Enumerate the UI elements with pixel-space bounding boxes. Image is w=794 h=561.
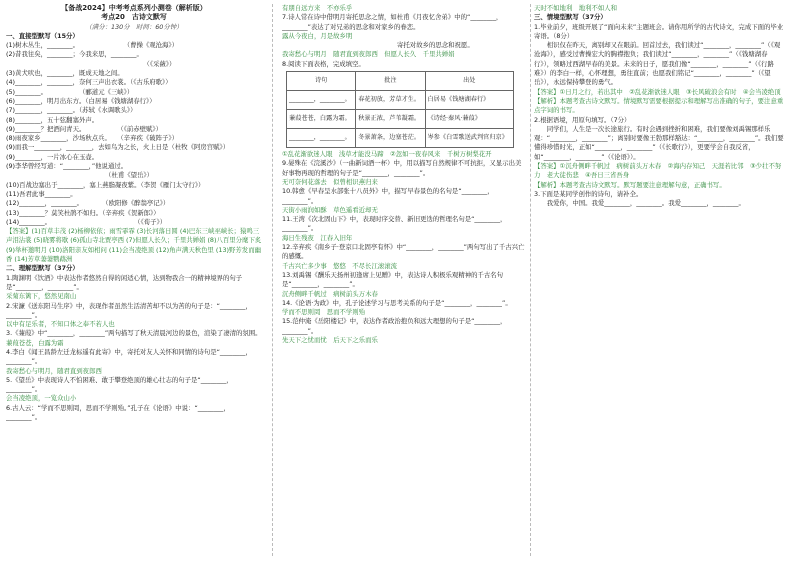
answer-text: 我寄愁心与明月 随君直到夜郎西 但愿人长久 千里共婵娟 bbox=[282, 50, 455, 59]
paragraph: (8)雨夜家乡________，沙场秋点兵。 （辛弃疾《破阵子》） bbox=[6, 134, 178, 143]
paragraph: 10.韩愈《早春呈水部张十八员外》中，描写早春景色的名句是“________，________”。 bbox=[282, 187, 494, 205]
paragraph: 1.毕业前夕，班级开展了“面向未来”主题班会。请你用所学的古代诗文，完成下面的毕业寄语。（8分） bbox=[534, 22, 784, 40]
paragraph: 14.《论语·为政》中，孔子论述学习与思考关系的句子是“________，________”。 bbox=[282, 298, 512, 307]
paragraph: 同学们，人生是一次长途旅行。有时会遇到挫折和困难，我们要像刘禹锡那样乐观：“________，________”；离别时要像王勃那样豁达：“________，________”。我们要懂得珍惜时光，正如“________，________”（《长歌行》），更要学会自我反省，如“________，________”（《论语》）。 bbox=[534, 124, 784, 161]
table-cell: ________，________。 bbox=[287, 91, 356, 110]
paragraph: (11)吾君此事________。 bbox=[6, 189, 77, 198]
paragraph: (9)李华曾经写道：“________，”他说通过。 bbox=[6, 162, 128, 171]
paragraph: (6)________，明月出东方。（白居易《钱塘湖春行》） bbox=[6, 96, 156, 105]
table-header-row bbox=[287, 72, 514, 91]
answer-text: 学而不思则罔 思而不学则殆 bbox=[282, 308, 366, 317]
section-heading: 二、理解型默写（37分） bbox=[6, 264, 79, 273]
table-cell: 冬景萧条，边塞苍茫。 bbox=[356, 129, 425, 148]
table-cell: 秋景正浓，芦苇凝霜。 bbox=[356, 110, 425, 129]
paragraph: 3.《蒹葭》中“________，________”两句描写了秋天清晨河边的景色，渲染了凄清的氛围。 bbox=[6, 329, 262, 338]
answer-text: 【答案】①日月之行，若出其中 ②乱花渐欲迷人眼 ③长风破浪会有时 ④会当凌绝顶 bbox=[534, 87, 781, 96]
paragraph: 3.下面是某同学创作的诗句，请补全。 bbox=[534, 189, 643, 198]
paragraph: 1.陶渊明《饮酒》中表达作者悠然自得的闲适心情，达到物我合一的精神境界的句子是“________，________”。 bbox=[6, 273, 243, 291]
table-row bbox=[287, 91, 514, 110]
answer-text: 无可奈何花落去 似曾相识燕归来 bbox=[282, 177, 378, 186]
table-header-cell: 批注 bbox=[356, 72, 425, 91]
paragraph: (12)________，________。 （欧阳修《醉翁亭记》） bbox=[6, 199, 170, 208]
paragraph: 4.李白《闻王昌龄左迁龙标遥有此寄》中，寄托对友人关怀和同情的诗句是“________，________”。 bbox=[6, 347, 252, 366]
paragraph: 8.阅读下面表格，完成填空。 bbox=[282, 59, 365, 68]
paragraph: 我爱你，中国。我爱________，________。我爱________，________。 bbox=[534, 199, 745, 208]
answer-text: 【解析】本题考查古诗文默写。默写题要注意理解句意，正确书写。 bbox=[534, 180, 726, 189]
table-cell: ________，________。 bbox=[287, 129, 356, 148]
answer-text: 海日生残夜 江春入旧年 bbox=[282, 233, 353, 242]
paragraph: 相识仅在昨天，离别却又在眼前。回首过去，我们读过“________，________”（《观沧海》），感受过曹操宏大的胸襟抱负；我们读过“________，________”（《钱塘湖春行》），领略过西湖早春的美景。未来的日子，愿我们像“________，________”（《行路难》）的李白一样，心怀理想，勇往直前；也愿我们铭记“________，________”（《望岳》），永远保持攀登的勇气。 bbox=[534, 41, 781, 87]
answer-text: 千古兴亡多少事 悠悠 不尽长江滚滚流 bbox=[282, 261, 398, 270]
paragraph: (14)________。 （《荀子》） bbox=[6, 217, 167, 226]
paragraph: 7.诗人常在诗中借明月寄托思念之情，如杜甫《月夜忆舍弟》中的“________，________”表达了对兄弟的思念和对家乡的眷恋。 bbox=[282, 13, 503, 31]
answer-text: 采菊东篱下，悠然见南山 bbox=[6, 292, 77, 301]
answer-text: 沉舟侧畔千帆过 病树前头万木春 bbox=[282, 289, 378, 298]
paragraph: (7)________，________。（苏轼《水调歌头》） bbox=[6, 106, 137, 115]
paragraph: (5)________。 （郦道元《三峡》） bbox=[6, 87, 134, 96]
paragraph: (9)________，一片冰心在玉壶。 bbox=[6, 152, 99, 161]
table-cell: 春花初放，芳草才生。 bbox=[356, 91, 425, 110]
paragraph: 考点20 古诗文默写 bbox=[101, 13, 167, 22]
answer-text: 露从今夜白，月是故乡明 bbox=[282, 31, 353, 40]
paragraph: 11.王湾《次北固山下》中，表现时序交替、新旧更迭的哲理名句是“________，________”。 bbox=[282, 215, 507, 233]
answer-text: 天时不如地利 地利不如人和 bbox=[534, 4, 618, 12]
middle-top-text bbox=[282, 4, 526, 69]
paragraph: 寄托对故乡的思念和祝愿。 bbox=[282, 41, 474, 50]
paragraph: 12.辛弃疾《南乡子·登京口北固亭有怀》中“________，________”两句写出了千古兴亡的感慨。 bbox=[282, 243, 525, 261]
paragraph: （满分：130分 时间：60分钟） bbox=[85, 22, 183, 31]
answer-text: 会当凌绝顶，一览众山小 bbox=[6, 394, 77, 403]
table-row bbox=[287, 129, 514, 148]
paragraph: 5.《望岳》中表现诗人不怕困难、敢于攀登绝顶的雄心壮志的句子是“________，________”。 bbox=[6, 375, 233, 394]
paragraph: (8)________，五十弦翻塞外声。 bbox=[6, 115, 99, 124]
paragraph: (10)百战边塞出于________，塞上燕脂凝夜紫。（李贺《雁门太守行》） bbox=[6, 180, 205, 189]
answer-text: 【解析】本题考查古诗文默写。情境默写需要根据提示和理解写出准确的句子，要注意重点字词的书写。 bbox=[534, 96, 784, 115]
table-cell: 白居易《钱塘湖春行》 bbox=[425, 91, 514, 110]
table-header-cell: 诗句 bbox=[287, 72, 356, 91]
paragraph: 【备战2024】中考考点系列小测卷（解析版） bbox=[61, 4, 207, 12]
paragraph: 15.范仲淹《岳阳楼记》中，表达作者政治抱负和远大理想的句子是“________，________”。 bbox=[282, 317, 507, 335]
column-divider bbox=[272, 4, 273, 556]
paragraph: 13.刘禹锡《酬乐天扬州初逢席上见赠》中，表达诗人积极乐观精神的千古名句是“________，________”。 bbox=[282, 270, 504, 289]
paragraph: 6.古人云：“学而不思则罔，思而不学则殆。”孔子在《论语》中说：“________，________”。 bbox=[6, 403, 230, 422]
table-cell: 《诗经·秦风·蒹葭》 bbox=[425, 110, 514, 129]
paragraph: (13)________？莫笑杜鹃不如归。（辛弃疾《贺新郎》） bbox=[6, 208, 160, 217]
paragraph: (3)黄犬吠也，________，既成天地之间。 bbox=[6, 69, 124, 78]
answer-text: 天街小雨润如酥 草色遥看近却无 bbox=[282, 205, 378, 214]
paragraph: (4)________，________，奈何三声出衣裳。（《古乐府歌》） bbox=[6, 78, 172, 87]
answer-text: 先天下之忧而忧 后天下之乐而乐 bbox=[282, 336, 378, 345]
paragraph: (1)树木丛生，________。 （曹操《观沧海》） bbox=[6, 41, 178, 50]
column-right bbox=[534, 4, 786, 556]
column-divider bbox=[530, 4, 531, 556]
answer-text: ①乱花渐欲迷人眼 浅草才能没马蹄 ②忽如一夜春风来 千树万树梨花开 bbox=[282, 150, 492, 159]
paragraph: 9.晏殊在《浣溪沙》（一曲新词酒一杯）中，用以描写自然规律不可抗拒，又显示出美好事物再现的哲理的句子是“________，________”。 bbox=[282, 159, 522, 177]
poem-table bbox=[286, 71, 514, 148]
answer-text: 有朋自远方来 不亦乐乎 bbox=[282, 4, 353, 12]
column-left bbox=[6, 4, 262, 556]
answer-text: 【答案】(1)百草丰茂 (2)杨柳依依；雨雪霏霏 (3)长河落日圆 (4)巴东三峡巫峡长；猿鸣三声泪沾裳 (5)晓雾将歇 (6)孤山寺北贾亭西 (7)但愿人长久；千里共婵娟 (8)八百里分麾下炙 (9)举杯邀明月 (10)洛阳亲友如相问 (11)会当凌绝顶 (12)角声满天秋色里 (13)野芳发而幽香 (14)芳草萋萋鹦鹉洲 bbox=[6, 227, 262, 264]
paragraph: （《采薇》） bbox=[6, 59, 176, 68]
paragraph: （杜甫《望岳》） bbox=[6, 171, 153, 180]
column-middle bbox=[282, 4, 526, 556]
answer-text: 蒹葭苍苍，白露为霜 bbox=[6, 338, 64, 347]
paragraph: (2)昔我往矣，________；今我来思，________。 bbox=[6, 50, 143, 59]
answer-text: 我寄愁心与明月，随君直到夜郎西 bbox=[6, 366, 102, 375]
paragraph: (9)________？把酒问青天。 （《前赤壁赋》） bbox=[6, 124, 163, 133]
table-cell: 蒹葭苍苍，白露为霜。 bbox=[287, 110, 356, 129]
paragraph: (9)而我一________，________，去如鸟为之长，火上日是（杜牧《阿房宫赋》） bbox=[6, 143, 230, 152]
table-row bbox=[287, 110, 514, 129]
answer-text: 【答案】①沉舟侧畔千帆过 病树前头万木春 ②海内存知己 天涯若比邻 ③少壮不努力 老大徒伤悲 ④吾日三省吾身 bbox=[534, 162, 782, 180]
table-header-cell: 出处 bbox=[425, 72, 514, 91]
answer-text: 以中有足乐者，不知口体之奉不若人也 bbox=[6, 320, 115, 329]
middle-bottom-text bbox=[282, 150, 526, 345]
paragraph: 2.根据语境，用原句填写。（7分） bbox=[534, 115, 631, 124]
section-heading: 一、直接型默写（15分） bbox=[6, 31, 79, 40]
paragraph: 2.宋濂《送东阳马生序》中，表现作者虽然生活清苦却不以为苦的句子是：“________，________”。 bbox=[6, 301, 252, 319]
section-heading: 三、情境型默写（37分） bbox=[534, 13, 607, 22]
table-cell: 岑参《白雪歌送武判官归京》 bbox=[425, 129, 514, 148]
